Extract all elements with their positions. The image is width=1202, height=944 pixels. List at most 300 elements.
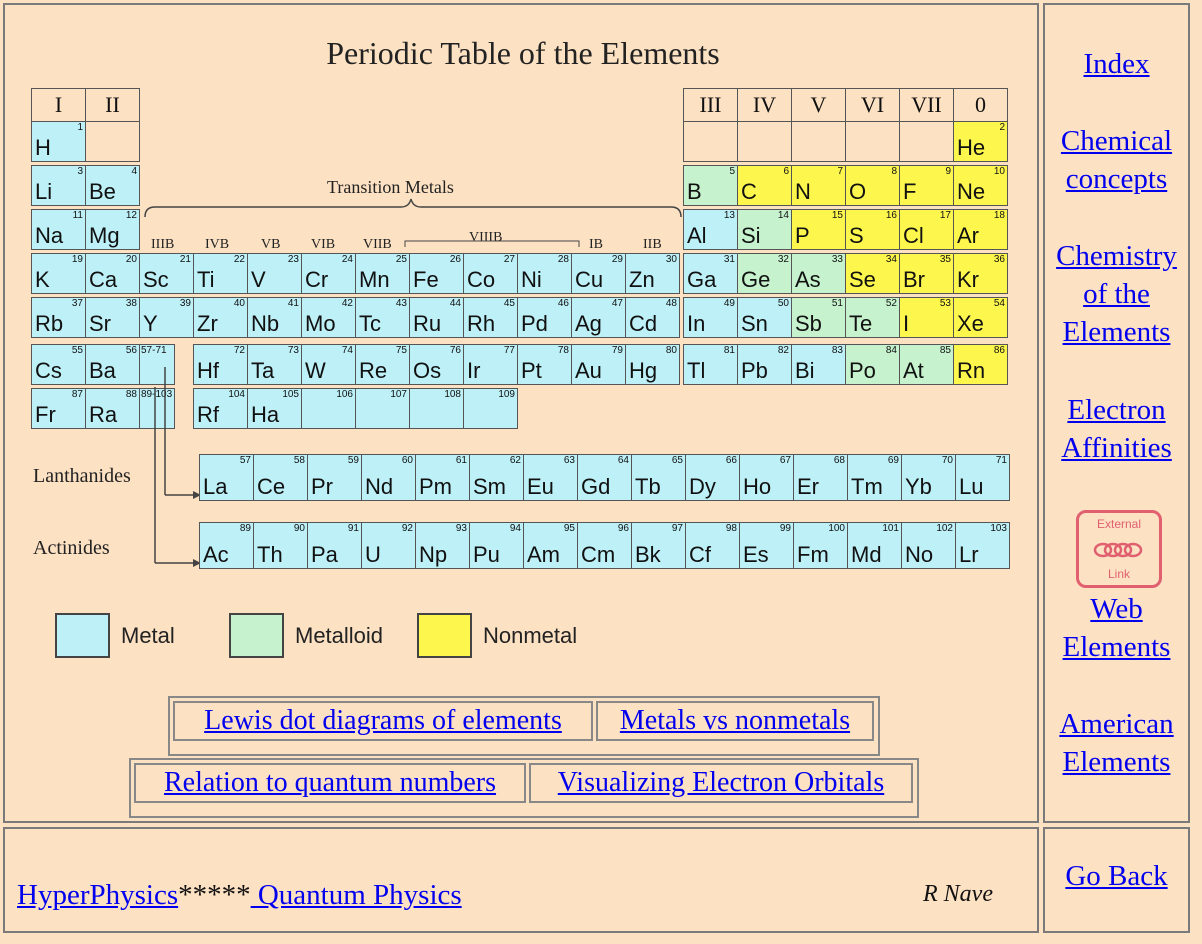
element-symbol: Ho (743, 474, 772, 499)
element-ge (737, 253, 792, 294)
atomic-number: 97 (671, 523, 683, 534)
atomic-number: 10 (993, 166, 1005, 177)
empty-cell (737, 121, 792, 162)
element-am (523, 522, 578, 569)
element-os (409, 344, 464, 385)
element-symbol: Zr (197, 311, 218, 336)
element-md (847, 522, 902, 569)
element-ha (247, 388, 302, 429)
atomic-number: 13 (723, 210, 735, 221)
atomic-number: 31 (723, 254, 735, 265)
element-symbol: C (741, 179, 757, 204)
atomic-number: 9 (945, 166, 951, 177)
atomic-number: 27 (503, 254, 515, 265)
atomic-number: 77 (503, 345, 515, 356)
element-symbol: Eu (527, 474, 554, 499)
element-symbol: Ne (957, 179, 986, 204)
element-ca (85, 253, 140, 294)
element-symbol: Bi (795, 358, 815, 383)
element-sb (791, 297, 846, 338)
chain-icon (1093, 535, 1145, 565)
element-symbol: Ra (89, 402, 118, 427)
transition-brace (143, 197, 683, 219)
group-header-2: II (85, 88, 140, 122)
element-na (31, 209, 86, 250)
subgroup-label: IVB (205, 237, 230, 252)
element-mn (355, 253, 410, 294)
atomic-number: 64 (617, 455, 629, 466)
element-symbol: Yb (905, 474, 932, 499)
element-symbol: Cd (629, 311, 658, 336)
atomic-number: 3 (77, 166, 83, 177)
element-symbol: Po (849, 358, 876, 383)
element-lu (955, 454, 1010, 501)
atomic-number: 61 (455, 455, 467, 466)
element-au (571, 344, 626, 385)
atomic-number: 43 (395, 298, 407, 309)
electron-affinities-link-2[interactable]: Affinities (1061, 432, 1172, 464)
atomic-number: 68 (833, 455, 845, 466)
electron-orbitals-link[interactable]: Visualizing Electron Orbitals (529, 763, 913, 803)
element-symbol: V (251, 267, 266, 292)
atomic-number: 106 (336, 389, 353, 400)
atomic-number: 15 (831, 210, 843, 221)
american-elements-link-2[interactable]: Elements (1062, 746, 1171, 778)
group-header-6: VI (845, 88, 900, 122)
element-mg (85, 209, 140, 250)
subgroup-label: IIB (643, 237, 662, 252)
element-lr (955, 522, 1010, 569)
element-sc (139, 253, 194, 294)
page-title: Periodic Table of the Elements (326, 35, 720, 71)
element-symbol: Ni (521, 267, 542, 292)
element-th (253, 522, 308, 569)
atomic-number: 52 (885, 298, 897, 309)
element-ru (409, 297, 464, 338)
element-ti (193, 253, 248, 294)
element-symbol: Lr (959, 542, 979, 567)
group-header-5: V (791, 88, 846, 122)
empty-cell (85, 121, 140, 162)
element-symbol: W (305, 358, 326, 383)
chemistry-elements-link-2[interactable]: of the (1083, 278, 1150, 310)
element-symbol: Hg (629, 358, 658, 383)
footer-links (17, 879, 462, 912)
atomic-number: 28 (557, 254, 569, 265)
subgroup-label: VIIIB (469, 230, 503, 245)
group-header-1: I (31, 88, 86, 122)
element-symbol: Tc (359, 311, 381, 336)
atomic-number: 60 (401, 455, 413, 466)
atomic-number: 24 (341, 254, 353, 265)
element-symbol: At (903, 358, 924, 383)
element-109 (463, 388, 518, 429)
element-symbol: Es (743, 542, 769, 567)
atomic-number: 85 (939, 345, 951, 356)
element-symbol: Pu (473, 542, 500, 567)
main-panel (3, 3, 1039, 823)
chemistry-elements-link-3[interactable]: Elements (1062, 316, 1171, 348)
element-s (845, 209, 900, 250)
atomic-number: 95 (563, 523, 575, 534)
element-symbol: Pt (521, 358, 542, 383)
element-symbol: Be (89, 179, 116, 204)
go-back-link[interactable]: Go Back (1065, 860, 1168, 892)
subgroup-label: IIIB (151, 237, 175, 252)
element-symbol: Ce (257, 474, 286, 499)
hyperphysics-link[interactable]: HyperPhysics (17, 879, 179, 911)
atomic-number: 55 (71, 345, 83, 356)
element-symbol: Te (849, 311, 873, 336)
links-row-1 (168, 696, 880, 756)
atomic-number: 41 (287, 298, 299, 309)
element-symbol: Fe (413, 267, 439, 292)
atomic-number: 58 (293, 455, 305, 466)
element-symbol: Fr (35, 402, 56, 427)
element-ga (683, 253, 738, 294)
element-se (845, 253, 900, 294)
lewis-dot-link[interactable]: Lewis dot diagrams of elements (173, 701, 593, 741)
element-he (953, 121, 1008, 162)
element-symbol: F (903, 179, 917, 204)
element-cr (301, 253, 356, 294)
element-symbol: Xe (957, 311, 984, 336)
element-symbol: Si (741, 223, 761, 248)
element-107 (355, 388, 410, 429)
element-ni (517, 253, 572, 294)
element-symbol: U (365, 542, 381, 567)
element-symbol: Mg (89, 223, 120, 248)
element-co (463, 253, 518, 294)
element-symbol: Os (413, 358, 442, 383)
element-108 (409, 388, 464, 429)
atomic-number: 80 (665, 345, 677, 356)
element-sm (469, 454, 524, 501)
legend-nonmetal-label: Nonmetal (483, 623, 578, 648)
element-zn (625, 253, 680, 294)
atomic-number: 30 (665, 254, 677, 265)
atomic-number: 42 (341, 298, 353, 309)
atomic-number: 99 (779, 523, 791, 534)
element-symbol: Rb (35, 311, 64, 336)
element-pu (469, 522, 524, 569)
element-symbol: S (849, 223, 864, 248)
element-symbol: Sc (143, 267, 169, 292)
empty-cell (899, 121, 954, 162)
atomic-number: 62 (509, 455, 521, 466)
atomic-number: 94 (509, 523, 521, 534)
electron-affinities-link-1[interactable]: Electron (1067, 394, 1166, 426)
element-symbol: Ir (467, 358, 481, 383)
element-symbol: Sm (473, 474, 506, 499)
quantum-numbers-link[interactable]: Relation to quantum numbers (134, 763, 526, 803)
atomic-number: 75 (395, 345, 407, 356)
element-symbol: B (687, 179, 702, 204)
element-symbol: Ga (687, 267, 717, 292)
quantum-physics-link[interactable]: Quantum Physics (250, 879, 462, 911)
empty-cell (791, 121, 846, 162)
atomic-number: 49 (723, 298, 735, 309)
element-symbol: Cr (305, 267, 329, 292)
lanthanides-label: Lanthanides (33, 465, 131, 487)
element-symbol: Ba (89, 358, 116, 383)
atomic-number: 51 (831, 298, 843, 309)
atomic-number: 40 (233, 298, 245, 309)
element-al (683, 209, 738, 250)
element-ir (463, 344, 518, 385)
atomic-number: 92 (401, 523, 413, 534)
legend-nonmetal-swatch (417, 613, 472, 658)
atomic-number: 74 (341, 345, 353, 356)
element-cu (571, 253, 626, 294)
element-in (683, 297, 738, 338)
element-symbol: Pm (419, 474, 452, 499)
element-cf (685, 522, 740, 569)
element-tc (355, 297, 410, 338)
external-link-icon[interactable]: External Link (1076, 510, 1162, 588)
element-symbol: Bk (635, 542, 661, 567)
element-rh (463, 297, 518, 338)
atomic-number: 45 (503, 298, 515, 309)
element-nd (361, 454, 416, 501)
element-symbol: Gd (581, 474, 611, 499)
element-gd (577, 454, 632, 501)
atomic-number: 96 (617, 523, 629, 534)
element-symbol: Np (419, 542, 448, 567)
atomic-number: 36 (993, 254, 1005, 265)
atomic-number: 66 (725, 455, 737, 466)
atomic-number: 70 (941, 455, 953, 466)
element-li (31, 165, 86, 206)
atomic-number: 69 (887, 455, 899, 466)
american-elements-link-1[interactable]: American (1059, 708, 1174, 740)
element-symbol: O (849, 179, 867, 204)
atomic-number: 84 (885, 345, 897, 356)
element-pm (415, 454, 470, 501)
element-re (355, 344, 410, 385)
element-b (683, 165, 738, 206)
go-back-panel (1043, 827, 1190, 933)
group-header-4: IV (737, 88, 792, 122)
atomic-number: 72 (233, 345, 245, 356)
atomic-number: 4 (131, 166, 137, 177)
element-mo (301, 297, 356, 338)
element-c (737, 165, 792, 206)
element-symbol: Cm (581, 542, 616, 567)
element-symbol: Ca (89, 267, 118, 292)
element-symbol: Rn (957, 358, 986, 383)
element-symbol: Fm (797, 542, 829, 567)
element-symbol: Rh (467, 311, 496, 336)
element-np (415, 522, 470, 569)
element-i (899, 297, 954, 338)
sidebar (1043, 3, 1190, 823)
element-symbol: Cs (35, 358, 62, 383)
element-at (899, 344, 954, 385)
atomic-number: 35 (939, 254, 951, 265)
atomic-number: 83 (831, 345, 843, 356)
element-ce (253, 454, 308, 501)
author: R Nave (923, 881, 993, 907)
element-106 (301, 388, 356, 429)
atomic-number: 22 (233, 254, 245, 265)
lanthanide-placeholder: 57-71 (139, 344, 175, 385)
chemical-concepts-link-1[interactable]: Chemical (1060, 125, 1173, 157)
element-symbol: Cf (689, 542, 711, 567)
atomic-number: 38 (125, 298, 137, 309)
element-la (199, 454, 254, 501)
element-zr (193, 297, 248, 338)
element-symbol: Nd (365, 474, 394, 499)
atomic-number: 8 (891, 166, 897, 177)
empty-cell (683, 121, 738, 162)
element-symbol: Ha (251, 402, 280, 427)
element-kr (953, 253, 1008, 294)
element-cd (625, 297, 680, 338)
atomic-number: 98 (725, 523, 737, 534)
element-hg (625, 344, 680, 385)
element-n (791, 165, 846, 206)
atomic-number: 46 (557, 298, 569, 309)
footer-stars: ***** (178, 879, 251, 911)
group-header-8: 0 (953, 88, 1008, 122)
element-symbol: Pb (741, 358, 768, 383)
atomic-number: 90 (293, 523, 305, 534)
atomic-number: 54 (993, 298, 1005, 309)
atomic-number: 89 (239, 523, 251, 534)
atomic-number: 6 (783, 166, 789, 177)
element-h (31, 121, 86, 162)
element-symbol: Mn (359, 267, 390, 292)
atomic-number: 14 (777, 210, 789, 221)
element-ne (953, 165, 1008, 206)
atomic-number: 39 (179, 298, 191, 309)
element-as (791, 253, 846, 294)
element-eu (523, 454, 578, 501)
element-p (791, 209, 846, 250)
element-ac (199, 522, 254, 569)
atomic-number: 50 (777, 298, 789, 309)
element-symbol: Y (143, 311, 158, 336)
element-cs (31, 344, 86, 385)
element-o (845, 165, 900, 206)
atomic-number: 34 (885, 254, 897, 265)
element-tl (683, 344, 738, 385)
subgroup-label: VB (261, 237, 281, 252)
element-symbol: Am (527, 542, 560, 567)
legend-metal-label: Metal (121, 623, 175, 648)
element-symbol: Ac (203, 542, 229, 567)
element-sr (85, 297, 140, 338)
element-pa (307, 522, 362, 569)
element-pb (737, 344, 792, 385)
element-be (85, 165, 140, 206)
atomic-number: 11 (72, 210, 83, 221)
atomic-number: 59 (347, 455, 359, 466)
atomic-number: 5 (729, 166, 735, 177)
element-pr (307, 454, 362, 501)
element-symbol: Co (467, 267, 496, 292)
atomic-number: 1 (77, 122, 83, 133)
element-symbol: Md (851, 542, 882, 567)
atomic-number: 93 (455, 523, 467, 534)
element-symbol: N (795, 179, 811, 204)
element-es (739, 522, 794, 569)
element-v (247, 253, 302, 294)
element-fr (31, 388, 86, 429)
empty-cell (845, 121, 900, 162)
element-ag (571, 297, 626, 338)
element-symbol: Hf (197, 358, 219, 383)
element-rn (953, 344, 1008, 385)
element-symbol: Sr (89, 311, 111, 336)
element-ar (953, 209, 1008, 250)
atomic-number: 65 (671, 455, 683, 466)
atomic-number: 53 (939, 298, 951, 309)
element-symbol: Sb (795, 311, 822, 336)
element-symbol: Lu (959, 474, 984, 499)
chemistry-elements-link-1[interactable]: Chemistry (1056, 240, 1177, 272)
element-yb (901, 454, 956, 501)
element-si (737, 209, 792, 250)
atomic-number: 82 (777, 345, 789, 356)
index-link[interactable]: Index (1083, 48, 1150, 80)
atomic-number: 33 (831, 254, 843, 265)
web-elements-link-2[interactable]: Elements (1062, 631, 1171, 663)
atomic-number: 107 (390, 389, 407, 400)
element-symbol: Cu (575, 267, 604, 292)
element-symbol: Au (575, 358, 602, 383)
element-symbol: Pr (311, 474, 333, 499)
element-symbol: Zn (629, 267, 655, 292)
element-cl (899, 209, 954, 250)
atomic-number: 47 (611, 298, 623, 309)
element-nb (247, 297, 302, 338)
actinide-placeholder: 89-103 (139, 388, 175, 429)
group-header-3: III (683, 88, 738, 122)
chemical-concepts-link-2[interactable]: concepts (1065, 163, 1168, 195)
atomic-number: 48 (665, 298, 677, 309)
element-symbol: Nb (251, 311, 280, 336)
element-symbol: Mo (305, 311, 336, 336)
element-symbol: Tb (635, 474, 661, 499)
element-pd (517, 297, 572, 338)
atomic-number: 105 (282, 389, 299, 400)
web-elements-link-1[interactable]: Web (1090, 593, 1143, 625)
atomic-number: 101 (882, 523, 899, 534)
atomic-number: 18 (993, 210, 1005, 221)
atomic-number: 19 (71, 254, 83, 265)
atomic-number: 56 (125, 345, 137, 356)
viiib-bracket (403, 237, 583, 249)
atomic-number: 100 (828, 523, 845, 534)
subgroup-label: VIB (311, 237, 336, 252)
element-ra (85, 388, 140, 429)
atomic-number: 108 (444, 389, 461, 400)
element-symbol: Ru (413, 311, 442, 336)
metals-vs-nonmetals-link[interactable]: Metals vs nonmetals (596, 701, 874, 741)
atomic-number: 63 (563, 455, 575, 466)
element-fe (409, 253, 464, 294)
actinides-label: Actinides (33, 537, 110, 559)
atomic-number: 12 (125, 210, 137, 221)
element-symbol: Ge (741, 267, 771, 292)
atomic-number: 26 (449, 254, 461, 265)
element-k (31, 253, 86, 294)
atomic-number: 25 (395, 254, 407, 265)
atomic-number: 104 (228, 389, 245, 400)
element-symbol: H (35, 135, 51, 160)
